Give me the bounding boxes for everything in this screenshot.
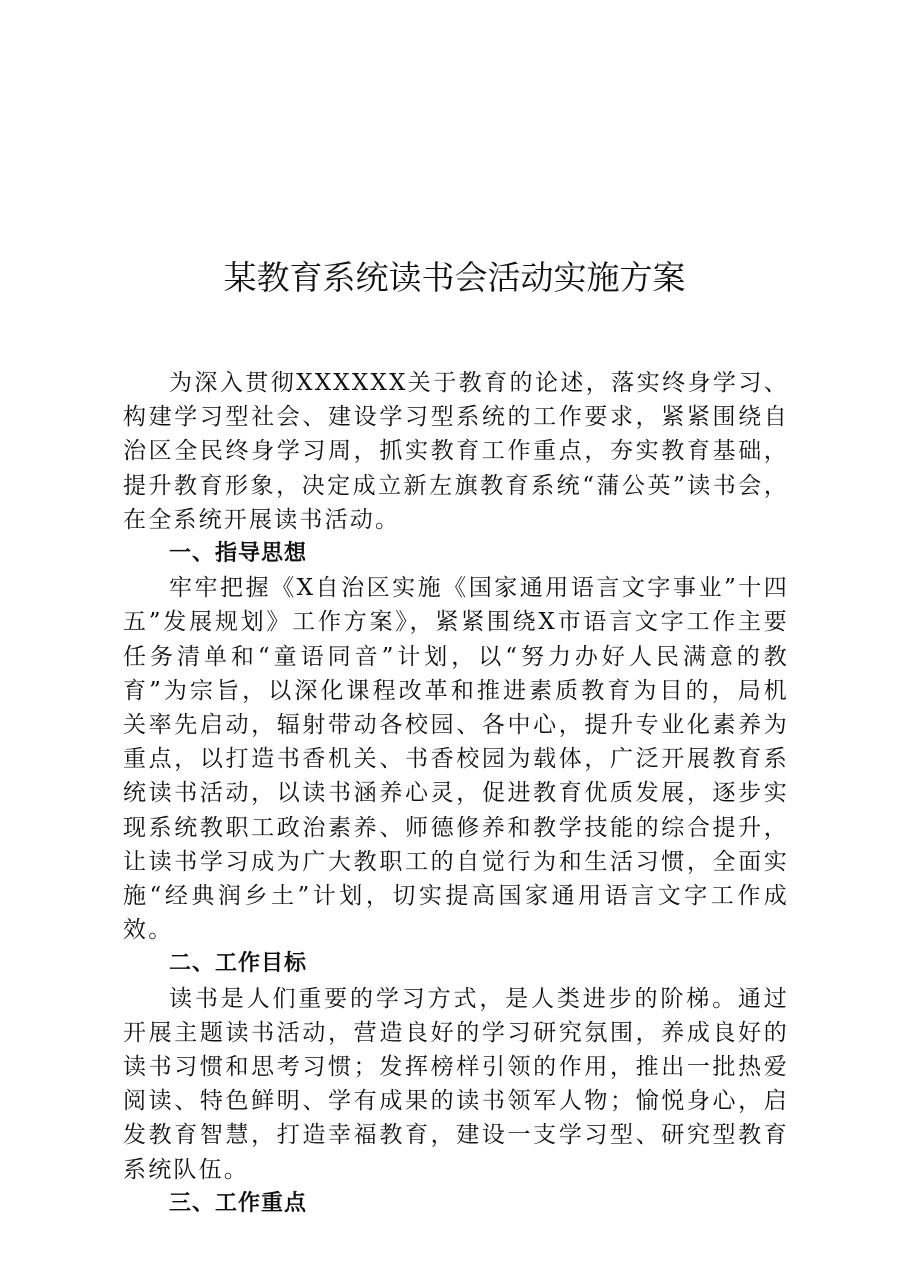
document-body (123, 366, 789, 1221)
section-paragraph-work-goals: 读书是人们重要的学习方式，是人类进步的阶梯。通过开展主题读书活动，营造良好的学习研究氛围，养成良好的读书习惯和思考习惯；发挥榜样引领的作用，推出一批热爱阅读、特色鲜明、学有成果的读书领军人物；愉悦身心，启发教育智慧，打造幸福教育，建设一支学习型、研究型教育系统队伍。 (123, 985, 789, 1183)
section-heading-work-focus: 三、工作重点 (169, 1190, 308, 1216)
section-heading-guiding-ideology: 一、指导思想 (169, 541, 308, 567)
section-heading-work-goals: 二、工作目标 (169, 951, 308, 977)
intro-paragraph: 为深入贯彻XXXXXX关于教育的论述，落实终身学习、构建学习型社会、建设学习型系统的工作要求，紧紧围绕自治区全民终身学习周，抓实教育工作重点，夯实教育基础，提升教育形象，决定成立新左旗教育系统“蒲公英”读书会，在全系统开展读书活动。 (123, 370, 789, 533)
document-title: 某教育系统读书会活动实施方案 (223, 258, 686, 297)
section-paragraph-guiding-ideology: 牢牢把握《X自治区实施《国家通用语言文字事业”十四五”发展规划》工作方案》，紧紧围绕X市语言文字工作主要任务清单和“童语同音”计划，以“努力办好人民满意的教育”为宗旨，以深化课程改革和推进素质教育为目的，局机关率先启动，辐射带动各校园、各中心，提升专业化素养为重点，以打造书香机关、书香校园为载体，广泛开展教育系统读书活动，以读书涵养心灵，促进教育优质发展，逐步实现系统教职工政治素养、师德修养和教学技能的综合提升，让读书学习成为广大教职工的自觉行为和生活习惯，全面实施“经典润乡土”计划，切实提高国家通用语言文字工作成效。 (123, 575, 789, 944)
